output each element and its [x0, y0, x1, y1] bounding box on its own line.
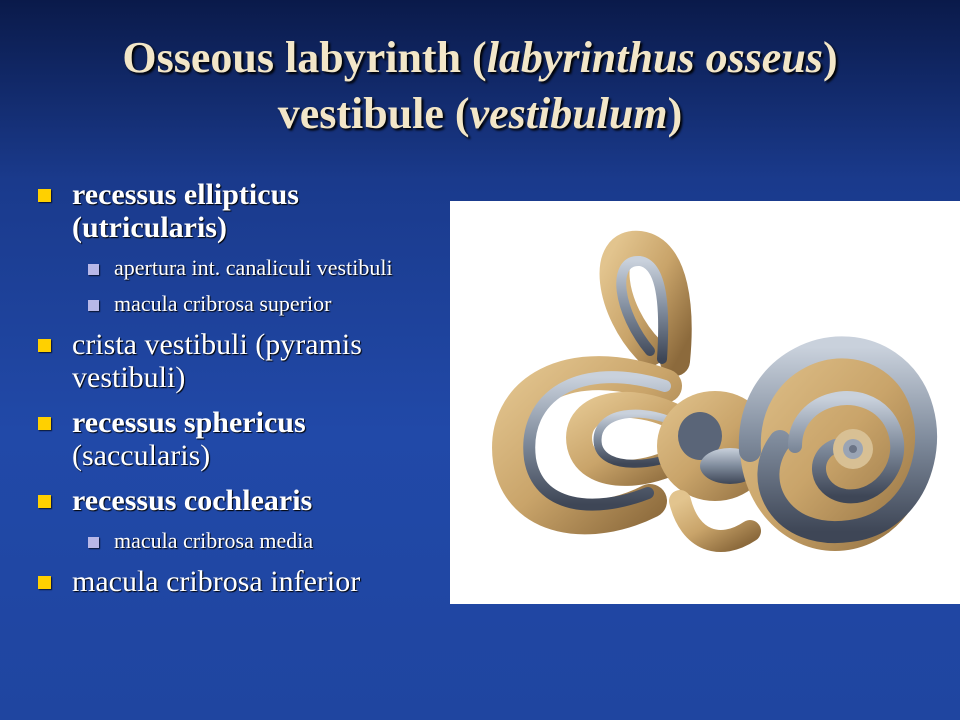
bullet-square-icon — [38, 339, 51, 352]
title-line-1-part-b: ) — [822, 33, 838, 82]
cochlea-shape — [740, 341, 930, 551]
superior-canal-shape — [615, 246, 677, 361]
bullet-item — [36, 406, 436, 472]
title-line-1 — [0, 30, 960, 86]
sub-bullet-item — [36, 256, 436, 280]
title-line-1-part-a: Osseous labyrinth ( — [122, 33, 487, 82]
inner-ear-figure — [450, 201, 960, 604]
title-line-2-latin: vestibulum — [469, 89, 668, 138]
title-line-2-part-b: ) — [667, 89, 683, 138]
bullet-square-icon — [38, 189, 51, 202]
bullet-square-icon — [38, 576, 51, 589]
bullet-bold-text: recessus ellipticus — [72, 178, 299, 211]
bullet-bold-text: recessus sphericus — [72, 406, 306, 439]
sub-bullet-text: macula cribrosa media — [114, 528, 314, 553]
title-line-2 — [0, 86, 960, 142]
bullet-square-icon — [38, 495, 51, 508]
title-line-2-part-a: vestibule ( — [277, 89, 470, 138]
sub-bullet-square-icon — [88, 264, 99, 275]
bullet-list — [36, 178, 436, 610]
bullet-item — [36, 328, 436, 394]
bullet-bold-text: recessus cochlearis — [72, 484, 313, 517]
bullet-item — [36, 565, 436, 598]
sub-bullet-text: macula cribrosa superior — [114, 291, 332, 316]
sub-bullet-item — [36, 529, 436, 553]
bullet-text: (saccularis) — [72, 439, 211, 472]
title-line-1-latin: labyrinthus osseus — [486, 33, 823, 82]
bullet-text: crista vestibuli (pyramis vestibuli) — [72, 328, 362, 394]
sub-bullet-text: apertura int. canaliculi vestibuli — [114, 255, 393, 280]
slide-title — [0, 30, 960, 142]
bullet-text: (utricularis) — [72, 211, 227, 244]
bullet-item — [36, 178, 436, 244]
bullet-square-icon — [38, 417, 51, 430]
sub-bullet-square-icon — [88, 300, 99, 311]
bullet-item — [36, 484, 436, 517]
sub-bullet-square-icon — [88, 537, 99, 548]
bullet-text: macula cribrosa inferior — [72, 565, 361, 598]
sub-bullet-item — [36, 292, 436, 316]
inner-ear-illustration-icon — [450, 201, 960, 604]
